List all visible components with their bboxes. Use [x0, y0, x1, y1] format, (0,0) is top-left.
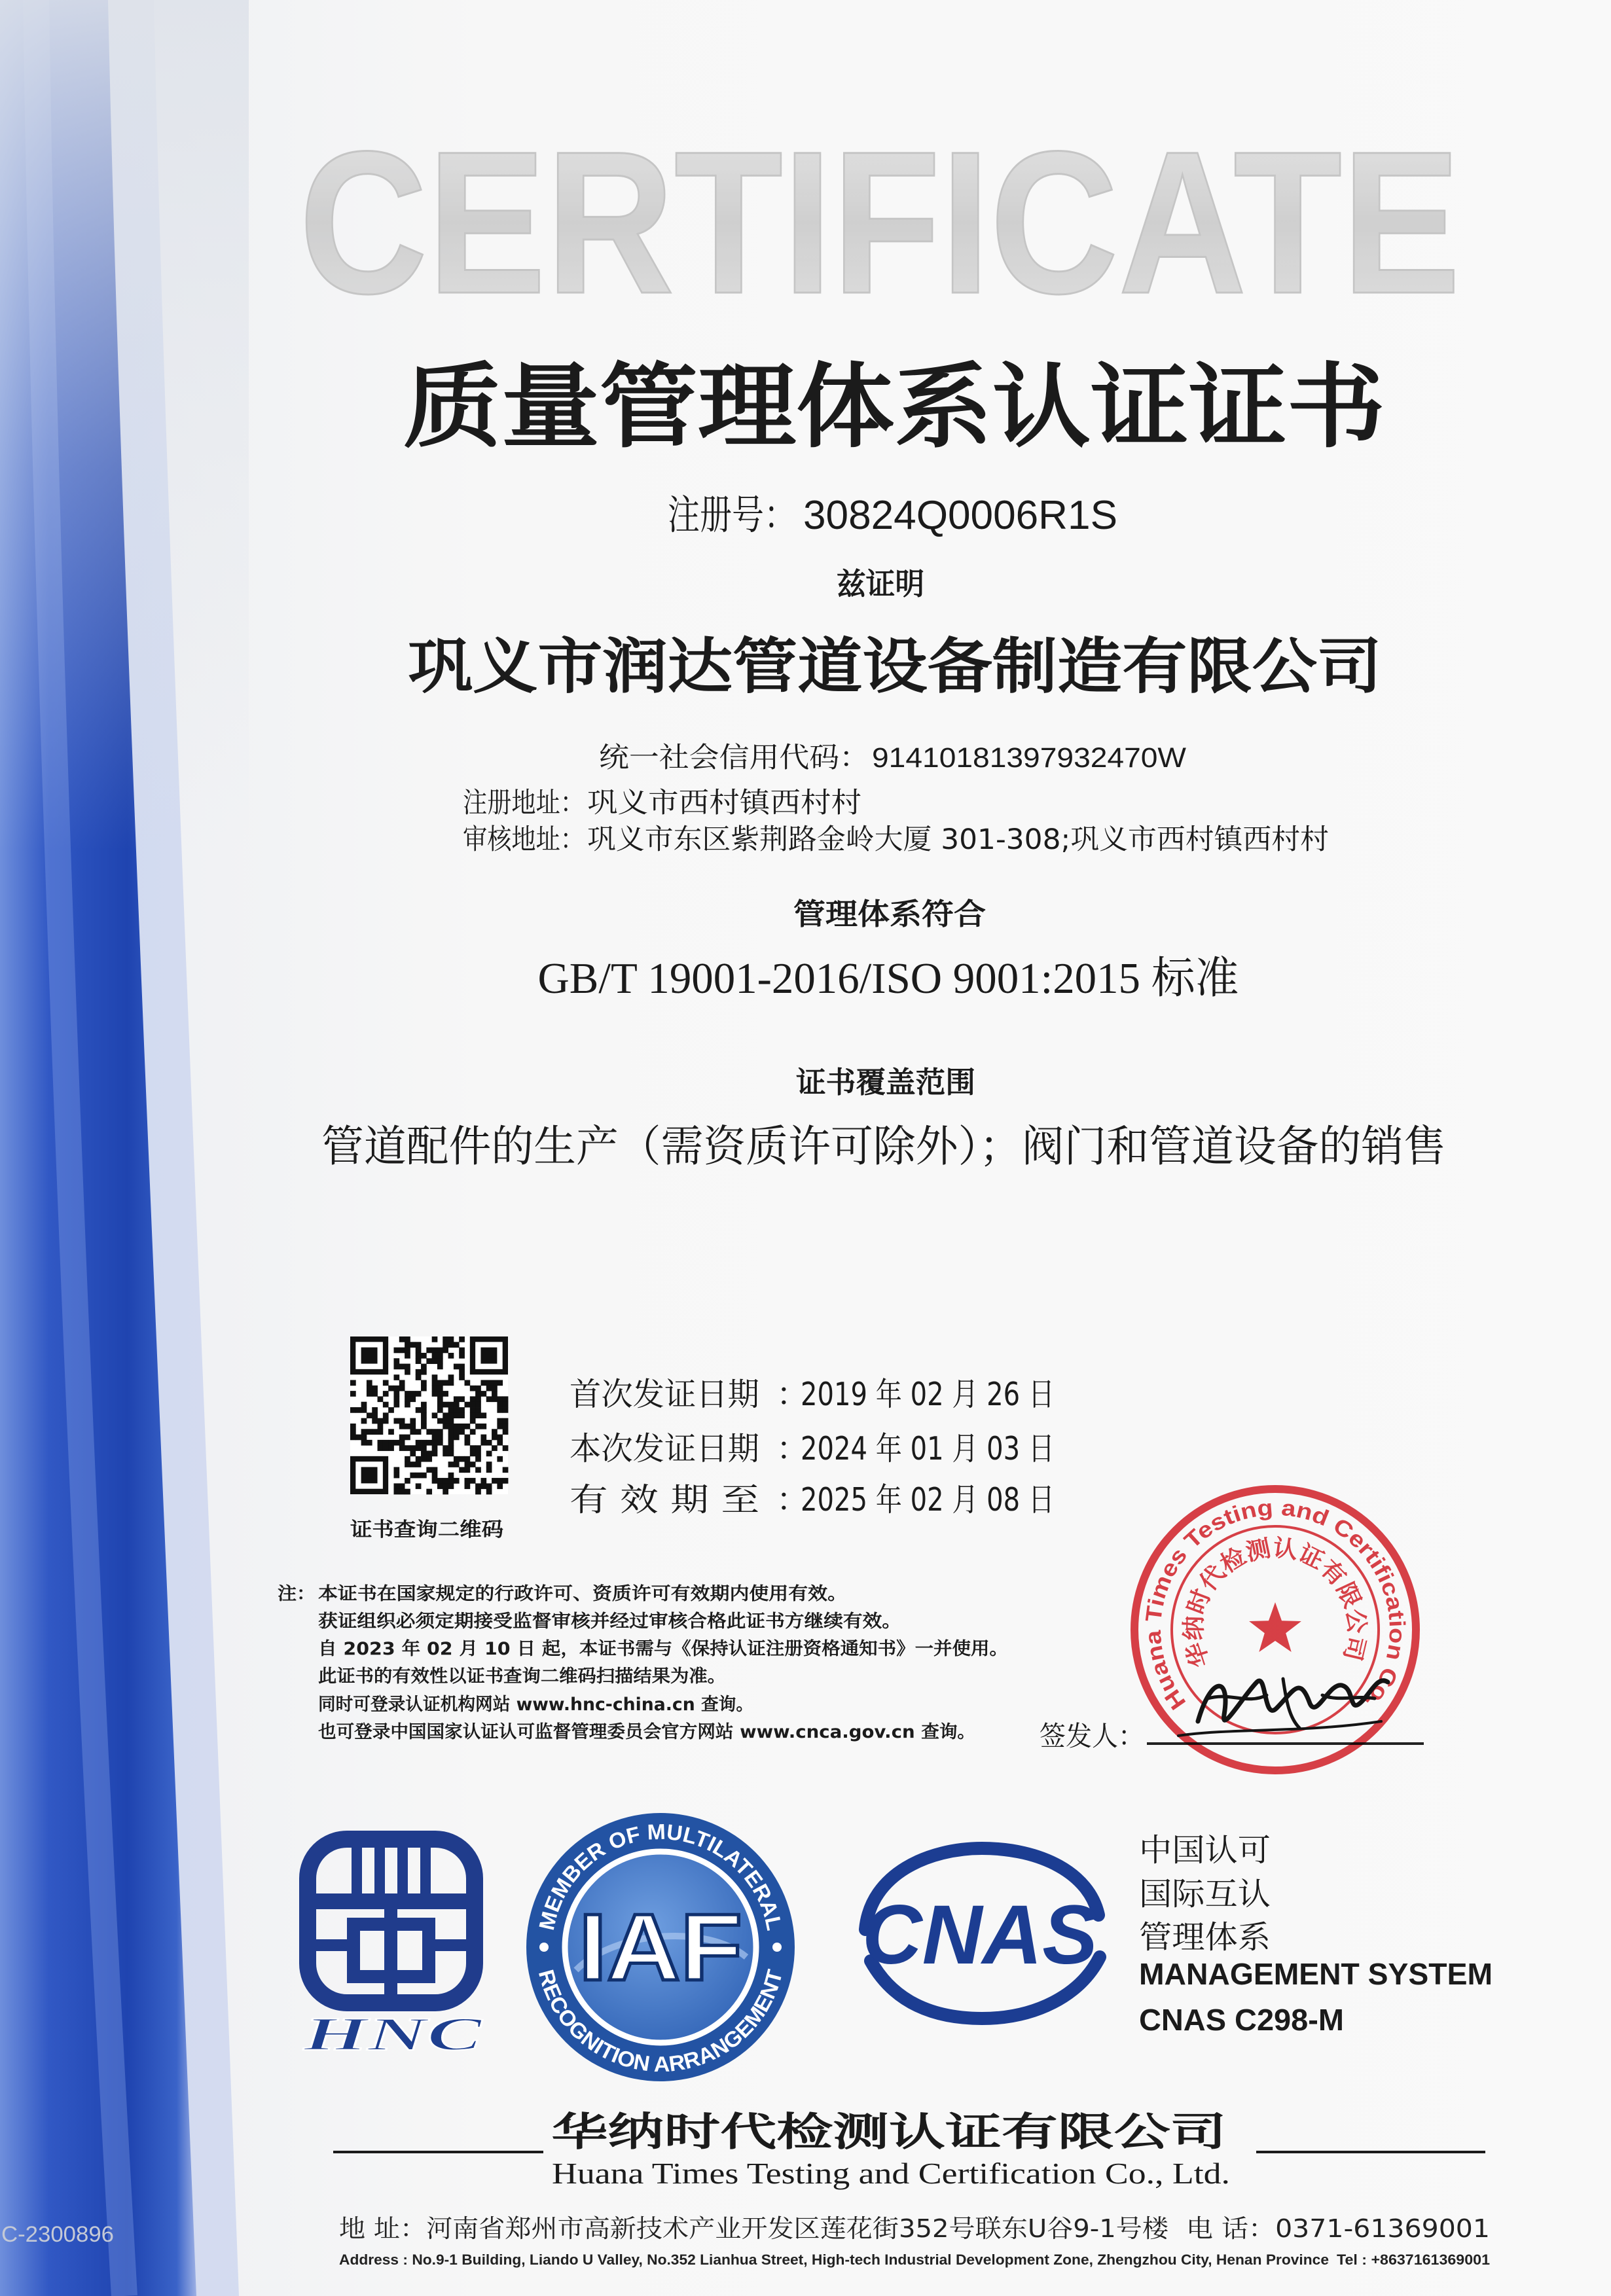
certificate-watermark: CERTIFICATE [299, 109, 1460, 336]
issuer-name-en: Huana Times Testing and Certification Co., Ltd. [552, 2157, 1230, 2190]
serial-number: C-2300896 [1, 2222, 114, 2247]
footer-tel-en: Tel : +8637161369001 [1337, 2251, 1490, 2268]
issuer-name-cn: 华纳时代检测认证有限公司 [551, 2109, 1227, 2155]
standard-text: GB/T 19001-2016/ISO 9001:2015 标准 [537, 954, 1239, 1003]
accreditation-code: CNAS C298-M [1139, 2003, 1344, 2037]
date-value-current-issue: 2024 年 01 月 03 日 [801, 1430, 1055, 1467]
note-line: 同时可登录认证机构网站 www.hnc-china.cn 查询。 [318, 1695, 759, 1715]
iaf-bottom-ring-text: RECOGNITION ARRANGEMENT [534, 1967, 787, 2077]
date-separator: ： [776, 1376, 809, 1413]
signer-label: 签发人： [1040, 1720, 1144, 1752]
seal-inner-text: 华纳时代检测认证有限公司 [1180, 1534, 1371, 1671]
registration-label: 注册号： [668, 491, 796, 539]
certify-text: 兹证明 [837, 566, 924, 601]
accreditation-line: 中国认可 [1139, 1832, 1271, 1869]
certificate-title: 质量管理体系认证证书 [403, 354, 1385, 461]
date-separator: ： [776, 1481, 809, 1518]
note-line: 本证书在国家规定的行政许可、资质许可有效期内使用有效。 [318, 1584, 795, 1604]
footer-address-en: Address : No.9-1 Building, Liando U Valley, No.352 Lianhua Street, High-tech Industrial Development Zone, Zhengzhou City, Henan Province [339, 2251, 1329, 2268]
credit-code-label: 统一社会信用代码： [599, 742, 869, 774]
iaf-mark: IAF [579, 1894, 742, 2000]
accreditation-system: MANAGEMENT SYSTEM [1139, 1957, 1493, 1991]
note-line: 获证组织必须定期接受监督审核并经过审核合格此证书方继续有效。 [318, 1611, 848, 1632]
scope-heading: 证书覆盖范围 [796, 1065, 975, 1100]
note-line: 自 2023 年 02 月 10 日 起，本证书需与《保持认证注册资格通知书》一并使用。 [318, 1639, 973, 1659]
registered-address-value: 巩义市西村镇西村村 [587, 787, 861, 819]
note-line: 此证书的有效性以证书查询二维码扫描结果为准。 [318, 1666, 707, 1687]
date-separator: ： [776, 1430, 809, 1467]
footer-phone-cn: 电 话：0371-61369001 [1186, 2214, 1490, 2243]
footer-address-cn: 地 址：河南省郑州市高新技术产业开发区莲花街352号联东U谷9-1号楼 [339, 2214, 1170, 2243]
accreditation-line: 国际互认 [1139, 1876, 1271, 1912]
date-value-valid-until: 2025 年 02 月 08 日 [801, 1481, 1055, 1518]
issue-dates [570, 1376, 1055, 1518]
date-label-first-issue: 首次发证日期 [570, 1376, 759, 1413]
notes-label: 注： [278, 1584, 316, 1604]
scope-text: 管道配件的生产（需资质许可除外）；阀门和管道设备的销售 [321, 1121, 1446, 1172]
accreditation-line: 管理体系 [1139, 1919, 1271, 1956]
date-value-first-issue: 2019 年 02 月 26 日 [801, 1376, 1055, 1413]
iaf-top-ring-text: MEMBER OF MULTILATERAL [534, 1819, 787, 1933]
credit-code-value: 91410181397932470W [872, 742, 1187, 774]
qr-code-icon [350, 1336, 508, 1494]
date-label-current-issue: 本次发证日期 [570, 1430, 759, 1467]
date-label-valid-until: 有 效 期 至 [570, 1481, 759, 1518]
seal-outer-text: Huana Times Testing and Certification Co. [1140, 1495, 1410, 1715]
qr-label: 证书查询二维码 [350, 1518, 503, 1541]
company-name: 巩义市润达管道设备制造有限公司 [408, 632, 1382, 702]
iaf-logo [526, 1813, 795, 2081]
registered-address-label: 注册地址： [463, 787, 585, 819]
hnc-logo-text: HNC [302, 2008, 483, 2060]
conformity-heading: 管理体系符合 [793, 897, 986, 931]
registration-number: 30824Q0006R1S [803, 493, 1117, 538]
audit-address-label: 审核地址： [463, 823, 585, 856]
audit-address-value: 巩义市东区紫荆路金岭大厦 301-308;巩义市西村镇西村村 [587, 823, 1329, 856]
note-line: 也可登录中国国家认证认可监督管理委员会官方网站 www.cnca.gov.cn 查询。 [318, 1722, 962, 1742]
cnas-logo-text: CNAS [862, 1888, 1098, 1982]
